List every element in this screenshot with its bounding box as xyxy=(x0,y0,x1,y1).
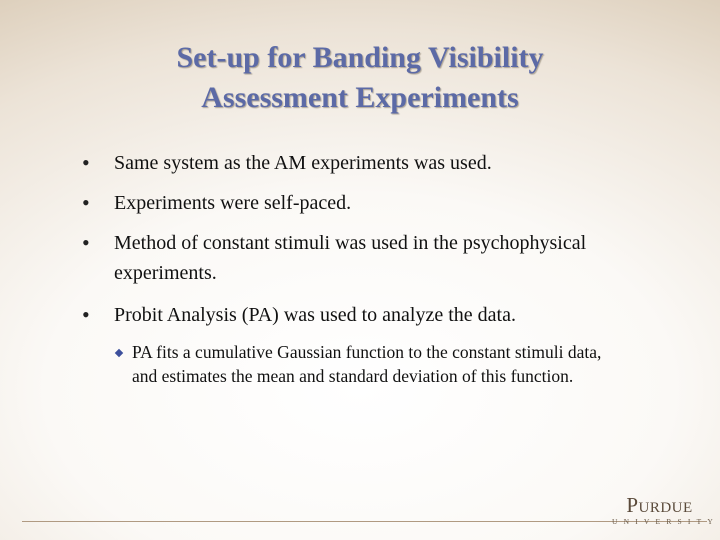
bullet-item-3 xyxy=(82,228,682,288)
title-line-2: Assessment Experiments xyxy=(201,81,519,114)
bullet-text: Experiments were self-paced. xyxy=(114,192,352,214)
bullet-item-4 xyxy=(82,300,682,330)
footer-divider xyxy=(22,521,707,522)
slide-title xyxy=(60,38,660,118)
logo-wordmark: Purdue xyxy=(626,493,693,517)
bullet-icon: • xyxy=(82,190,90,215)
logo-subtext: UNIVERSITY xyxy=(612,517,719,526)
bullet-list xyxy=(82,148,682,388)
bullet-icon: • xyxy=(82,150,90,175)
bullet-text: Probit Analysis (PA) was used to analyze the data. xyxy=(114,304,516,326)
bullet-icon: • xyxy=(82,302,90,327)
sub-bullet-text: PA fits a cumulative Gaussian function to the constant stimuli data, and estimates the mean and standard deviation of this function. xyxy=(132,342,602,386)
diamond-bullet-icon xyxy=(115,349,123,357)
bullet-item-1 xyxy=(82,148,682,178)
sub-bullet-item xyxy=(114,340,622,388)
bullet-icon: • xyxy=(82,230,90,255)
title-line-1: Set-up for Banding Visibility xyxy=(176,41,544,74)
bullet-text: Method of constant stimuli was used in the psychophysical experiments. xyxy=(114,232,587,284)
bullet-text: Same system as the AM experiments was used. xyxy=(114,152,492,174)
bullet-item-2 xyxy=(82,188,682,218)
purdue-logo xyxy=(612,493,719,526)
